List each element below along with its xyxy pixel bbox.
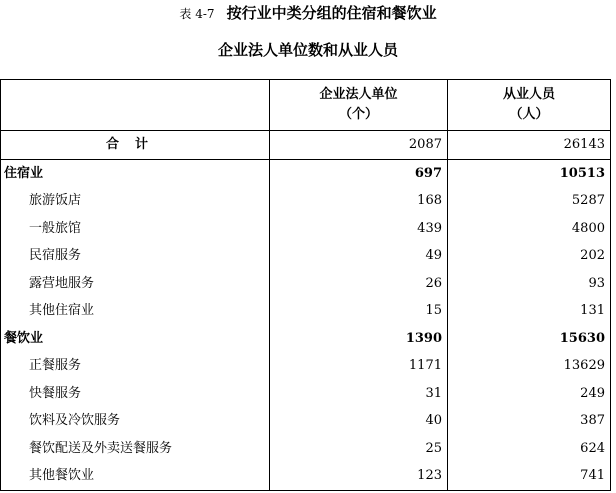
row-label: 住宿业 <box>1 160 270 188</box>
header-blank-cell <box>1 80 270 131</box>
table-subtitle: 企业法人单位数和从业人员 <box>217 41 398 59</box>
employees-value: 387 <box>448 408 611 436</box>
units-value: 40 <box>270 408 448 436</box>
employees-value: 131 <box>448 298 611 326</box>
table-number: 表 4-7 <box>179 7 215 21</box>
employees-value: 26143 <box>448 131 611 160</box>
table-row <box>1 353 611 381</box>
units-value: 439 <box>270 215 448 243</box>
table-row <box>1 215 611 243</box>
employees-value: 249 <box>448 380 611 408</box>
units-value: 697 <box>270 160 448 188</box>
employees-value: 624 <box>448 435 611 463</box>
employees-value: 4800 <box>448 215 611 243</box>
table-row <box>1 408 611 436</box>
units-value: 15 <box>270 298 448 326</box>
employees-value: 93 <box>448 270 611 298</box>
units-value: 31 <box>270 380 448 408</box>
row-label: 一般旅馆 <box>1 215 270 243</box>
data-table <box>0 79 611 491</box>
total-row <box>1 131 611 160</box>
row-label: 露营地服务 <box>1 270 270 298</box>
table-row <box>1 380 611 408</box>
header-units-label: 企业法人单位 <box>319 87 398 102</box>
row-label: 其他餐饮业 <box>1 463 270 491</box>
employees-value: 202 <box>448 243 611 271</box>
units-value: 1390 <box>270 325 448 353</box>
employees-value: 10513 <box>448 160 611 188</box>
table-row <box>1 270 611 298</box>
header-units <box>270 80 448 131</box>
header-employees-label: 从业人员 <box>502 87 555 102</box>
row-label: 民宿服务 <box>1 243 270 271</box>
header-employees-unit: （人） <box>509 107 549 122</box>
table-row <box>1 463 611 491</box>
table-title-text: 按行业中类分组的住宿和餐饮业 <box>226 4 437 22</box>
units-value: 1171 <box>270 353 448 381</box>
row-label: 餐饮业 <box>1 325 270 353</box>
table-row <box>1 188 611 216</box>
row-label: 快餐服务 <box>1 380 270 408</box>
header-units-unit: （个） <box>338 107 378 122</box>
table-body <box>1 131 611 491</box>
employees-value: 13629 <box>448 353 611 381</box>
row-label: 合计 <box>1 131 270 160</box>
header-row <box>1 80 611 131</box>
units-value: 168 <box>270 188 448 216</box>
row-label: 饮料及冷饮服务 <box>1 408 270 436</box>
row-label: 餐饮配送及外卖送餐服务 <box>1 435 270 463</box>
employees-value: 15630 <box>448 325 611 353</box>
units-value: 123 <box>270 463 448 491</box>
employees-value: 741 <box>448 463 611 491</box>
row-label: 正餐服务 <box>1 353 270 381</box>
table-title <box>0 3 616 24</box>
row-label: 其他住宿业 <box>1 298 270 326</box>
units-value: 49 <box>270 243 448 271</box>
employees-value: 5287 <box>448 188 611 216</box>
units-value: 25 <box>270 435 448 463</box>
units-value: 2087 <box>270 131 448 160</box>
table-row <box>1 298 611 326</box>
units-value: 26 <box>270 270 448 298</box>
table-row <box>1 435 611 463</box>
row-label: 旅游饭店 <box>1 188 270 216</box>
category-row <box>1 325 611 353</box>
table-row <box>1 243 611 271</box>
header-employees <box>448 80 611 131</box>
category-row <box>1 160 611 188</box>
